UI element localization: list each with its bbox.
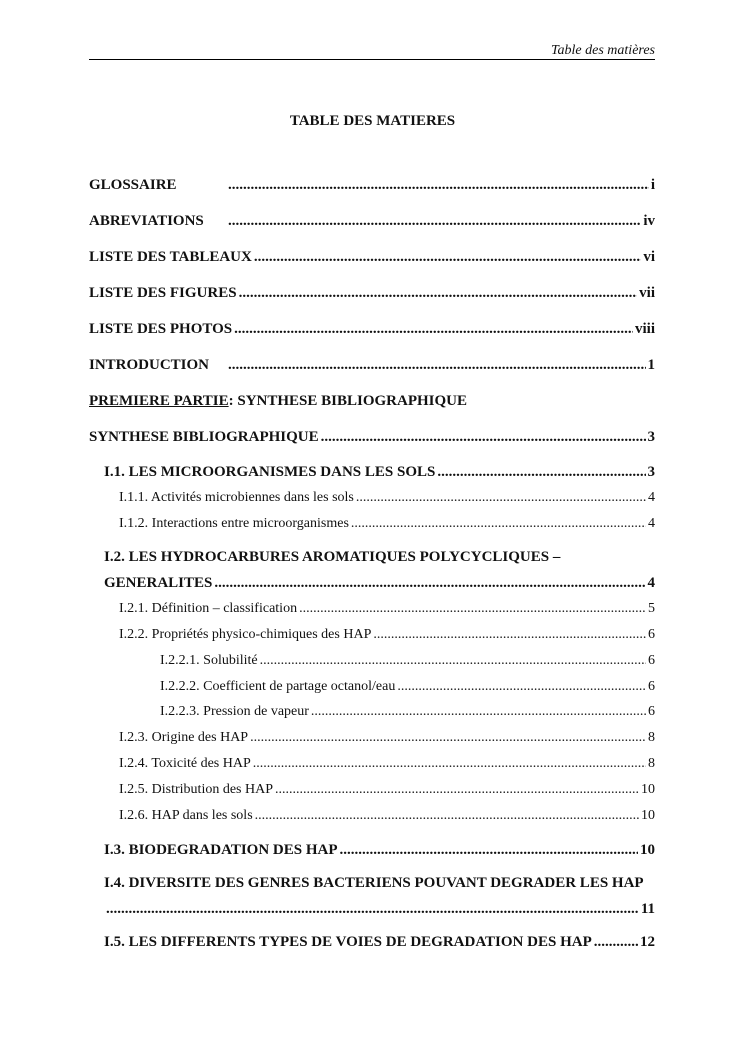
toc-page-number: 10 xyxy=(641,782,655,797)
toc-entry-label: I.2.6. HAP dans les sols xyxy=(119,808,253,823)
dot-leader xyxy=(373,625,646,645)
toc-entry-label: I.2.2. Propriétés physico-chimiques des HAP xyxy=(119,627,372,642)
toc-entry[interactable] xyxy=(89,319,655,339)
toc-entry[interactable] xyxy=(104,873,655,893)
dot-leader xyxy=(214,573,645,593)
toc-entry[interactable] xyxy=(89,427,655,447)
toc-page-number: 10 xyxy=(641,808,655,823)
toc-entry[interactable] xyxy=(119,599,655,619)
toc-entry[interactable] xyxy=(119,488,655,508)
toc-page-number: 3 xyxy=(647,429,655,445)
dot-leader xyxy=(239,283,638,303)
dot-leader xyxy=(253,754,646,774)
dot-leader xyxy=(250,728,646,748)
toc-page-number: 6 xyxy=(648,653,655,668)
toc-entry-label: SYNTHESE BIBLIOGRAPHIQUE xyxy=(89,429,319,445)
toc-entry[interactable] xyxy=(104,840,655,860)
toc-entry[interactable] xyxy=(119,754,655,774)
toc-entry[interactable] xyxy=(119,728,655,748)
toc-page-number: 8 xyxy=(648,756,655,771)
toc-entry[interactable] xyxy=(160,702,655,722)
toc-entry-label: LISTE DES TABLEAUX xyxy=(89,249,252,265)
toc-entry-label: I.2.4. Toxicité des HAP xyxy=(119,756,251,771)
dot-leader xyxy=(311,702,646,722)
toc-entry[interactable] xyxy=(160,651,655,671)
dot-leader xyxy=(321,427,646,447)
toc-entry-label: LISTE DES FIGURES xyxy=(89,285,237,301)
dot-leader xyxy=(397,677,646,697)
dot-leader xyxy=(260,651,646,671)
toc-entry[interactable] xyxy=(89,247,655,267)
toc-entry[interactable] xyxy=(104,573,655,593)
toc-entry-label: I.5. LES DIFFERENTS TYPES DE VOIES DE DEGRADATION DES HAP xyxy=(104,934,592,950)
toc-entry-label: I.1.1. Activités microbiennes dans les sols xyxy=(119,490,354,505)
toc-page-number: 10 xyxy=(640,842,655,858)
toc-entry[interactable] xyxy=(119,514,655,534)
toc-page-number: 6 xyxy=(648,704,655,719)
toc-page-number: 4 xyxy=(647,575,655,591)
toc-entry-label: I.1.2. Interactions entre microorganismes xyxy=(119,516,349,531)
dot-leader xyxy=(356,488,646,508)
toc-entry[interactable] xyxy=(89,211,655,231)
toc-entry[interactable] xyxy=(89,391,655,411)
toc-entry-label: I.2. LES HYDROCARBURES AROMATIQUES POLYCYCLIQUES – xyxy=(104,549,561,565)
toc-entry[interactable] xyxy=(104,547,655,567)
toc-page-number: 6 xyxy=(648,679,655,694)
toc-entry-label: PREMIERE PARTIE xyxy=(89,393,229,409)
toc-entry-label: I.2.2.1. Solubilité xyxy=(160,653,258,668)
toc-entry[interactable] xyxy=(119,625,655,645)
running-header: Table des matières xyxy=(551,43,655,58)
toc-entry[interactable] xyxy=(104,932,655,952)
toc-entry-label: I.4. DIVERSITE DES GENRES BACTERIENS POUVANT DEGRADER LES HAP xyxy=(104,875,644,891)
toc-page-number: vii xyxy=(639,285,655,301)
toc-page-number: 12 xyxy=(640,934,655,950)
toc-entry[interactable] xyxy=(160,677,655,697)
dot-leader xyxy=(275,780,639,800)
dot-leader xyxy=(254,247,641,267)
toc-page-number: iv xyxy=(643,213,655,229)
toc-entry-label: INTRODUCTION xyxy=(89,357,210,373)
dot-leader xyxy=(255,806,639,826)
toc-page-number: vi xyxy=(643,249,655,265)
toc-entry-label: I.2.2.3. Pression de vapeur xyxy=(160,704,309,719)
toc-entry[interactable] xyxy=(89,283,655,303)
toc-page-number: 4 xyxy=(648,490,655,505)
toc-entry[interactable] xyxy=(104,899,655,919)
toc-page-number: 3 xyxy=(647,464,655,480)
toc-page-number: 4 xyxy=(648,516,655,531)
dot-leader xyxy=(594,932,638,952)
toc-entry-label: I.2.1. Définition – classification xyxy=(119,601,298,616)
dot-leader xyxy=(437,462,645,482)
dot-leader xyxy=(340,840,638,860)
toc-entry[interactable] xyxy=(89,175,655,195)
toc-entry-label: I.2.2.2. Coefficient de partage octanol/eau xyxy=(160,679,396,694)
page-title: TABLE DES MATIERES xyxy=(289,113,456,129)
dot-leader xyxy=(351,514,646,534)
toc-entry-label-continued: GENERALITES xyxy=(104,575,213,591)
toc-page-number: viii xyxy=(634,321,655,337)
dot-leader xyxy=(299,599,646,619)
toc-entry[interactable] xyxy=(89,355,655,375)
toc-page-number: 8 xyxy=(648,730,655,745)
toc-page-number: 5 xyxy=(648,601,655,616)
toc-entry[interactable] xyxy=(119,806,655,826)
toc-entry[interactable] xyxy=(119,780,655,800)
toc-entry-label: I.3. BIODEGRADATION DES HAP xyxy=(104,842,338,858)
dot-leader xyxy=(106,899,639,919)
toc-entry-label: ABREVIATIONS xyxy=(89,213,204,229)
toc-entry-label: I.1. LES MICROORGANISMES DANS LES SOLS xyxy=(104,464,436,480)
dot-leader xyxy=(228,211,641,231)
dot-leader xyxy=(234,319,633,339)
toc-entry-label: LISTE DES PHOTOS xyxy=(89,321,233,337)
toc-entry-label: I.2.3. Origine des HAP xyxy=(119,730,249,745)
toc-entry-label-suffix: : SYNTHESE BIBLIOGRAPHIQUE xyxy=(228,393,468,409)
dot-leader xyxy=(228,175,649,195)
toc-page-number: 6 xyxy=(648,627,655,642)
toc-page-number: i xyxy=(650,177,655,193)
toc-page-number: 1 xyxy=(647,357,655,373)
header-rule xyxy=(89,59,655,60)
dot-leader xyxy=(228,355,646,375)
toc-page-number: 11 xyxy=(640,901,655,917)
toc-entry[interactable] xyxy=(104,462,655,482)
toc-entry-label: GLOSSAIRE xyxy=(89,177,177,193)
toc-entry-label: I.2.5. Distribution des HAP xyxy=(119,782,273,797)
